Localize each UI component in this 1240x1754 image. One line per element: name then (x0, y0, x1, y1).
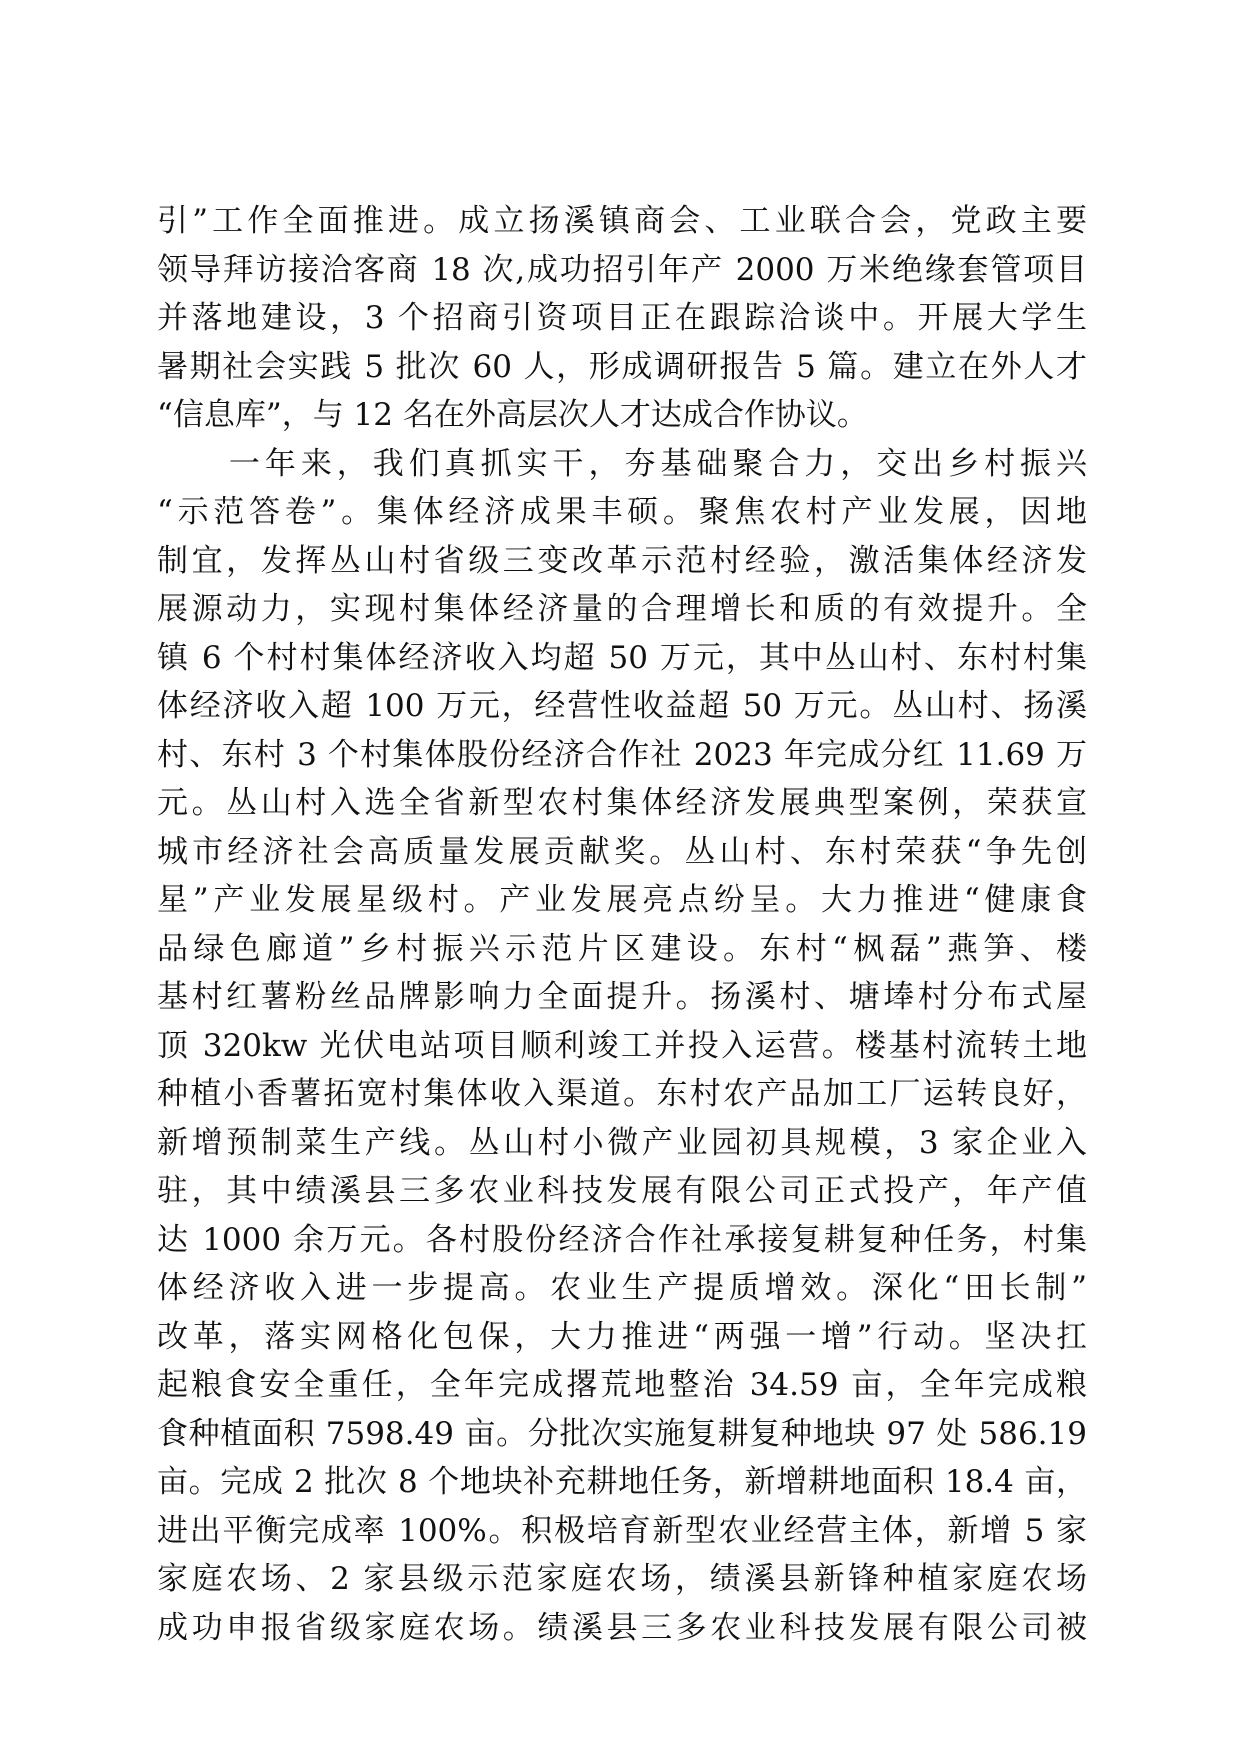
text-line: 家庭农场、2 家县级示范家庭农场，绩溪县新锋种植家庭农场 (157, 1561, 1087, 1597)
text-line: 镇 6 个村村集体经济收入均超 50 万元，其中丛山村、东村村集 (157, 639, 1087, 676)
text-line: 领导拜访接洽客商 18 次,成功招引年产 2000 万米绝缘套管项目 (157, 251, 1087, 288)
paragraph-1 (157, 197, 1087, 440)
text-line: 进出平衡完成率 100%。积极培育新型农业经营主体，新增 5 家 (157, 1512, 1087, 1549)
text-line: 体经济收入进一步提高。农业生产提质增效。深化“田长制” (157, 1270, 1087, 1306)
text-line: 星”产业发展星级村。产业发展亮点纷呈。大力推进“健康食 (157, 882, 1087, 918)
text-line: 一年来，我们真抓实干，夯基础聚合力，交出乡村振兴 (157, 445, 1087, 482)
text-line: “信息库”，与 12 名在外高层次人才达成合作协议。 (157, 397, 868, 433)
text-line: 驻，其中绩溪县三多农业科技发展有限公司正式投产，年产值 (157, 1173, 1087, 1209)
text-line: 基村红薯粉丝品牌影响力全面提升。扬溪村、塘埲村分布式屋 (157, 979, 1087, 1015)
text-line: 展源动力，实现村集体经济量的合理增长和质的有效提升。全 (157, 591, 1087, 627)
text-line: 食种植面积 7598.49 亩。分批次实施复耕复种地块 97 处 586.19 (157, 1415, 1087, 1452)
document-body (157, 197, 1087, 1652)
text-line: 暑期社会实践 5 批次 60 人，形成调研报告 5 篇。建立在外人才 (157, 348, 1087, 385)
text-line: 顶 320kw 光伏电站项目顺利竣工并投入运营。楼基村流转土地 (157, 1027, 1087, 1064)
text-line: 引”工作全面推进。成立扬溪镇商会、工业联合会，党政主要 (157, 203, 1087, 239)
paragraph-2 (157, 440, 1087, 1653)
text-line: 品绿色廊道”乡村振兴示范片区建设。东村“枫磊”燕笋、楼 (157, 930, 1087, 967)
text-line: 亩。完成 2 批次 8 个地块补充耕地任务，新增耕地面积 18.4 亩， (157, 1464, 1087, 1500)
text-line: 改革，落实网格化包保，大力推进“两强一增”行动。坚决扛 (157, 1318, 1087, 1355)
text-line: 新增预制菜生产线。丛山村小微产业园初具规模，3 家企业入 (157, 1124, 1087, 1161)
text-line: 体经济收入超 100 万元，经营性收益超 50 万元。丛山村、扬溪 (157, 688, 1087, 724)
text-line: 种植小香薯拓宽村集体收入渠道。东村农产品加工厂运转良好， (157, 1076, 1087, 1112)
text-line: “示范答卷”。集体经济成果丰硕。聚焦农村产业发展，因地 (157, 494, 1087, 530)
text-line: 达 1000 余万元。各村股份经济合作社承接复耕复种任务，村集 (157, 1221, 1087, 1258)
text-line: 成功申报省级家庭农场。绩溪县三多农业科技发展有限公司被 (157, 1609, 1087, 1646)
text-line: 起粮食安全重任，全年完成撂荒地整治 34.59 亩，全年完成粮 (157, 1367, 1087, 1403)
text-line: 元。丛山村入选全省新型农村集体经济发展典型案例，荣获宣 (157, 785, 1087, 821)
text-line: 并落地建设，3 个招商引资项目正在跟踪洽谈中。开展大学生 (157, 300, 1087, 336)
text-line: 村、东村 3 个村集体股份经济合作社 2023 年完成分红 11.69 万 (157, 736, 1087, 773)
text-line: 城市经济社会高质量发展贡献奖。丛山村、东村荣获“争先创 (157, 833, 1087, 870)
text-line: 制宜，发挥丛山村省级三变改革示范村经验，激活集体经济发 (157, 542, 1087, 579)
